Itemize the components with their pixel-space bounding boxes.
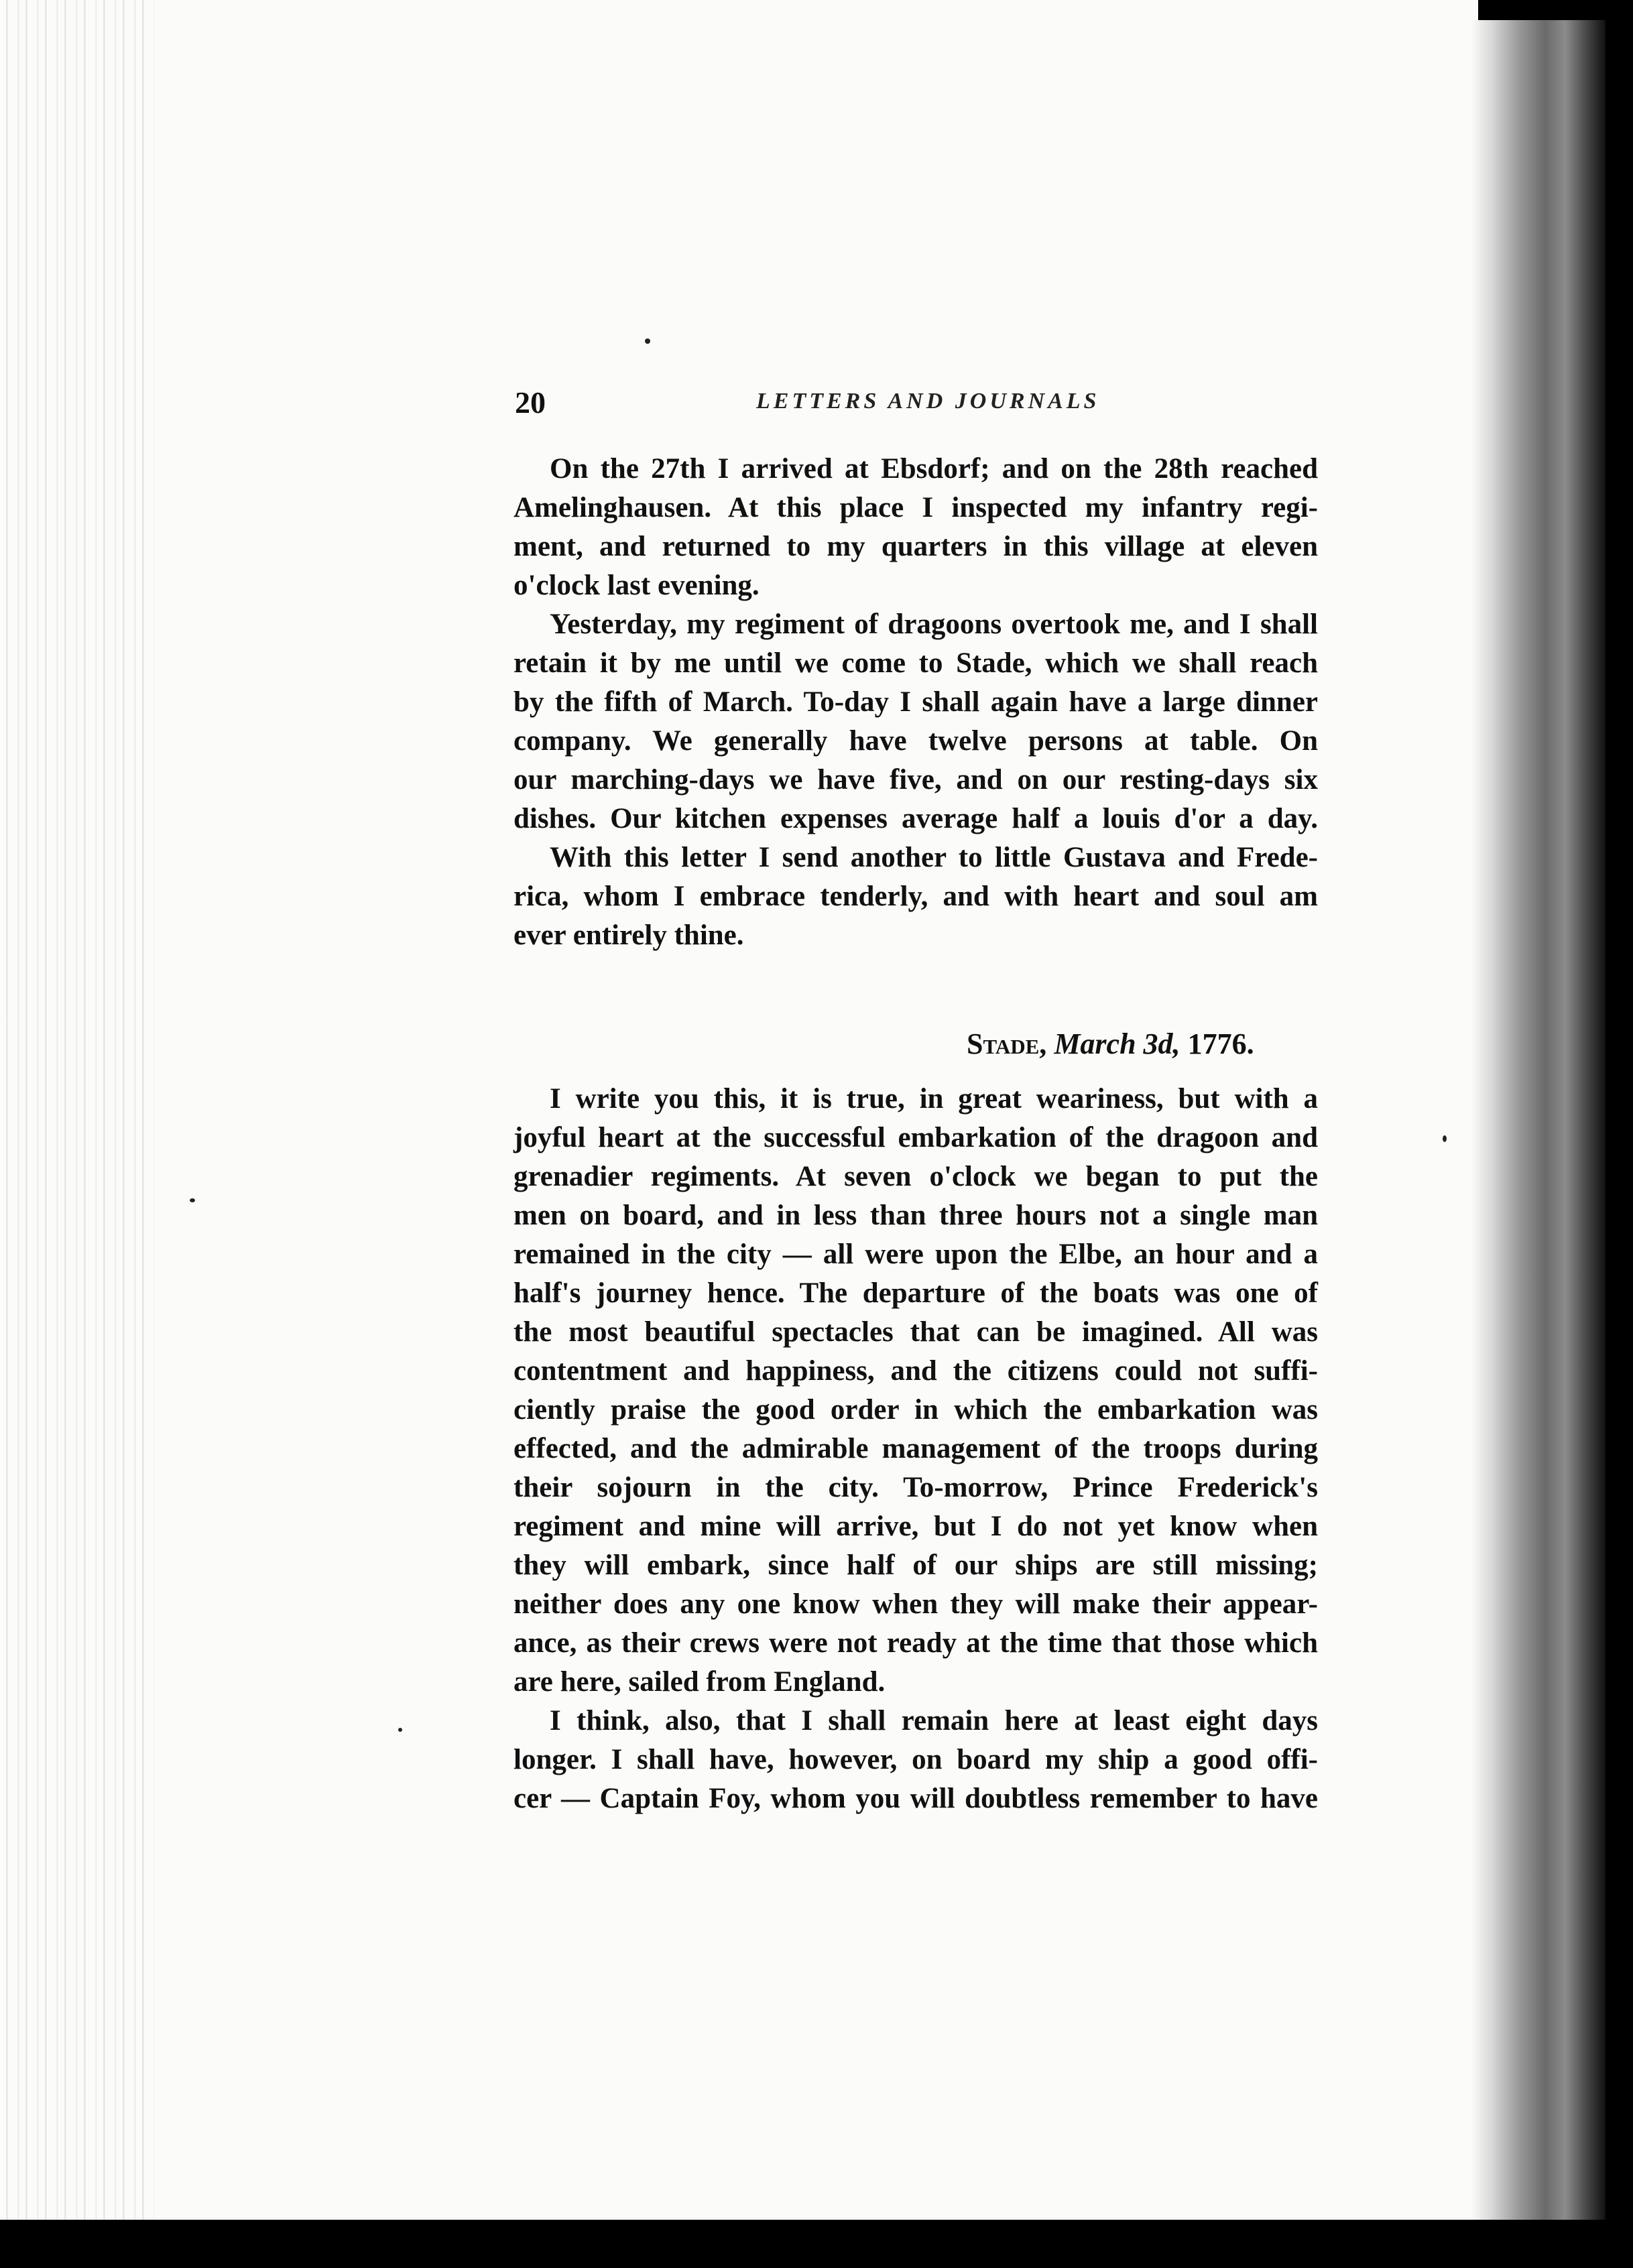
text-line: neither does any one know when they will make their appear- [513,1588,1318,1620]
text-line: regiment and mine will arrive, but I do not yet know when [513,1511,1318,1542]
text-line: they will embark, since half of our ships are still missing; [513,1550,1318,1581]
text-line: With this letter I send another to little Gustava and Frede- [550,842,1318,873]
text-line: their sojourn in the city. To-morrow, Prince Frederick's [513,1472,1318,1503]
letter-dateline [967,1027,1254,1061]
running-head: LETTERS AND JOURNALS [756,389,1100,414]
text-line: cer — Captain Foy, whom you will doubtless remember to have [513,1783,1318,1814]
text-line: ance, as their crews were not ready at the time that those which [513,1627,1318,1659]
ink-speck [190,1198,195,1202]
page-number: 20 [515,385,546,420]
scan-border-bottom [0,2220,1633,2268]
text-line: retain it by me until we come to Stade, which we shall reach [513,647,1318,679]
text-line: o'clock last evening. [513,570,760,601]
dateline-place: Stade, [967,1027,1047,1060]
text-line: remained in the city — all were upon the Elbe, an hour and a [513,1239,1318,1270]
text-line: by the fifth of March. To-day I shall again have a large dinner [513,686,1318,718]
text-line: grenadier regiments. At seven o'clock we began to put the [513,1161,1318,1192]
text-line: ment, and returned to my quarters in this village at eleven [513,531,1318,562]
text-line: dishes. Our kitchen expenses average half a louis d'or a day. [513,803,1318,834]
dateline-date: March 3d, [1054,1027,1181,1060]
book-spine-shadow [1471,20,1606,2232]
text-line: are here, sailed from England. [513,1666,886,1698]
text-line: rica, whom I embrace tenderly, and with heart and soul am [513,881,1318,912]
text-line: On the 27th I arrived at Ebsdorf; and on the 28th reached [550,453,1318,485]
text-line: I write you this, it is true, in great weariness, but with a [550,1083,1318,1115]
dateline-year: 1776. [1187,1027,1254,1060]
text-line: ciently praise the good order in which the embarkation was [513,1394,1318,1426]
text-line: ever entirely thine. [513,920,744,951]
ink-speck [645,338,650,344]
text-line: the most beautiful spectacles that can be imagined. All was [513,1316,1318,1348]
text-line: our marching-days we have five, and on our resting-days six [513,764,1318,796]
text-line: men on board, and in less than three hours not a single man [513,1200,1318,1231]
text-line: I think, also, that I shall remain here at least eight days [550,1705,1318,1737]
text-line: company. We generally have twelve persons at table. On [513,725,1318,757]
page-gutter [0,0,154,2220]
text-line: Yesterday, my regiment of dragoons overtook me, and I shall [550,609,1318,640]
text-line: Amelinghausen. At this place I inspected my infantry regi- [513,492,1318,523]
ink-speck [398,1728,402,1732]
ink-speck [1443,1135,1447,1142]
text-line: contentment and happiness, and the citizens could not suffi- [513,1355,1318,1387]
text-line: longer. I shall have, however, on board my ship a good offi- [513,1744,1318,1775]
text-line: effected, and the admirable management of the troops during [513,1433,1318,1464]
text-line: joyful heart at the successful embarkation of the dragoon and [513,1122,1318,1153]
text-line: half's journey hence. The departure of the boats was one of [513,1277,1318,1309]
